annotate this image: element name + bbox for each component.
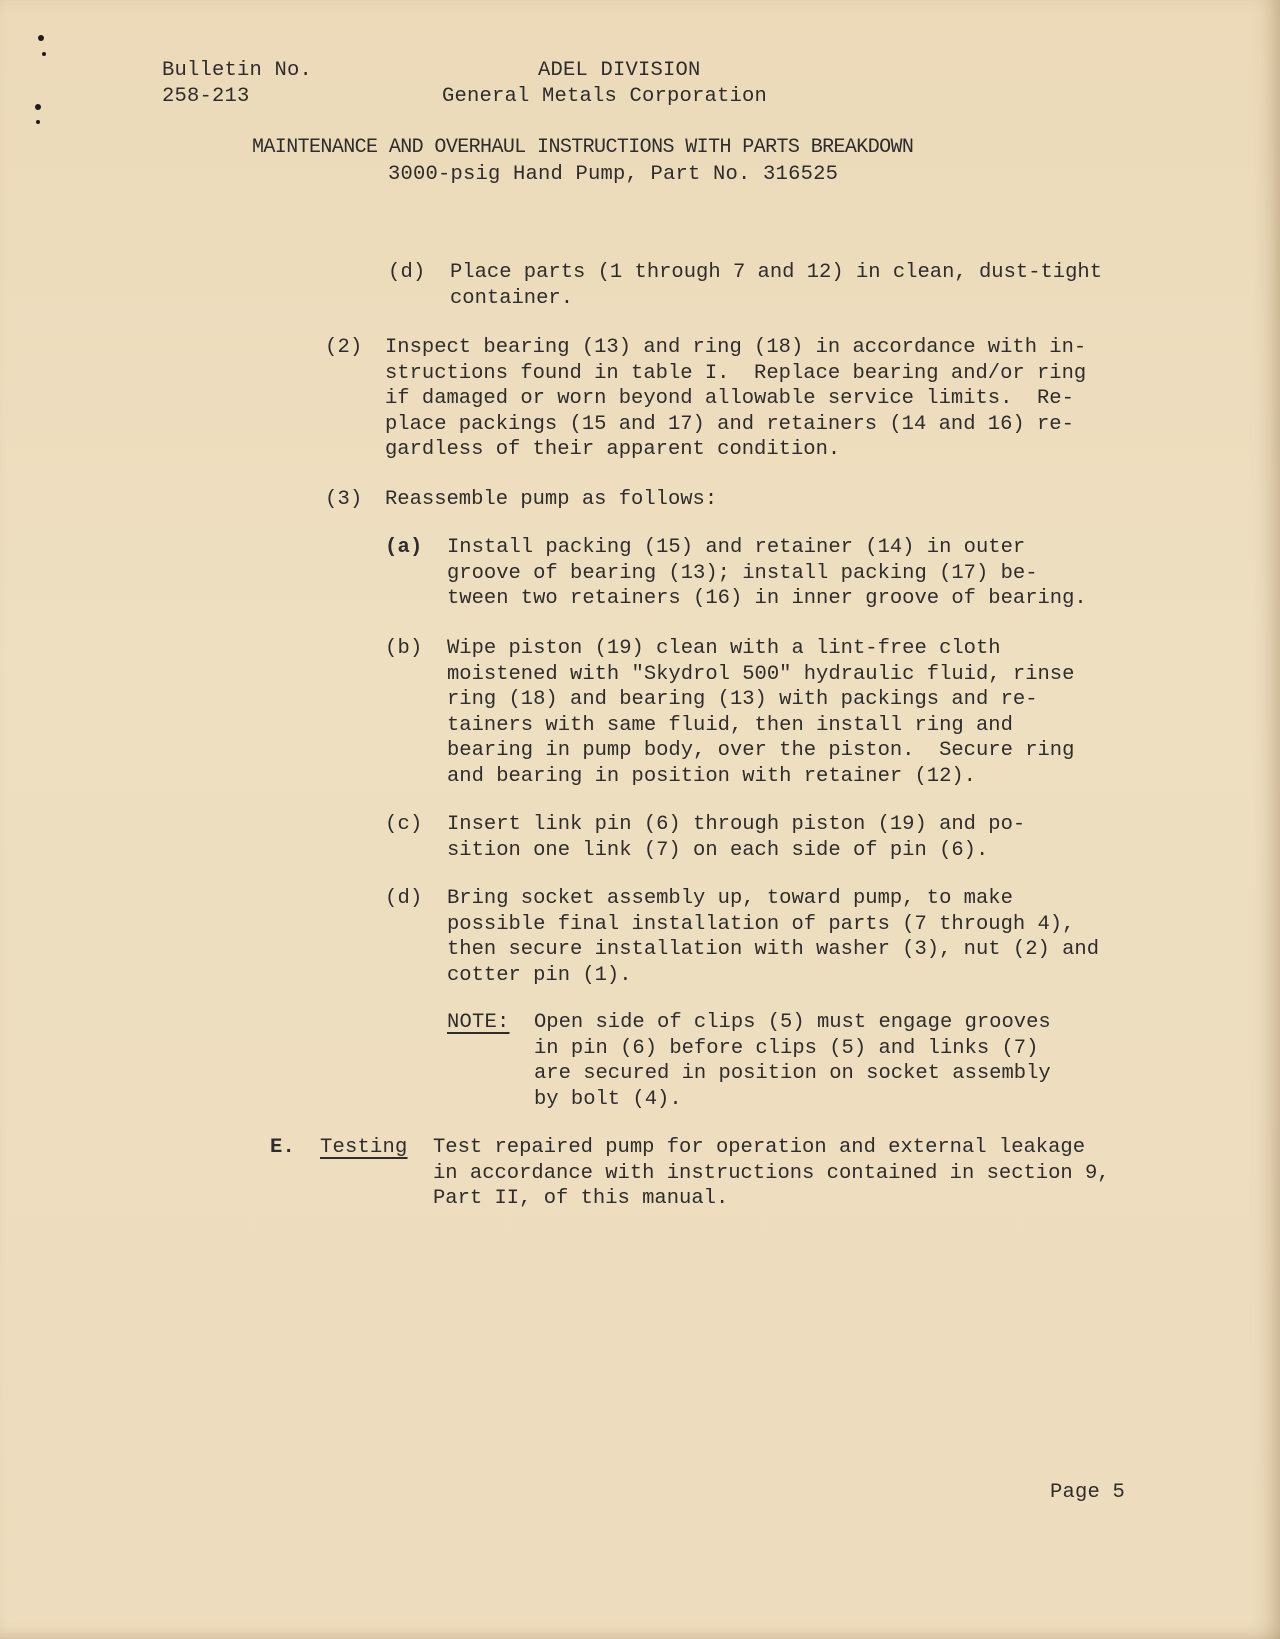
binder-hole-mark — [35, 104, 41, 110]
item-label: (a) — [385, 536, 423, 559]
section-e-text: Test repaired pump for operation and external leakage in accordance with instructions contained in section 9, Part II, of this manual. — [433, 1136, 1110, 1210]
item-label: (d) — [385, 887, 423, 910]
item-label: (3) — [325, 488, 363, 511]
item-a-text: Install packing (15) and retainer (14) in outer groove of bearing (13); install packing (17) be- tween two retainers (16) in inner groove of bearing. — [447, 536, 1087, 610]
item-d-top-text: Place parts (1 through 7 and 12) in clean, dust-tight container. — [450, 261, 1103, 310]
bulletin-label: Bulletin No. — [162, 59, 313, 82]
item-3-text: Reassemble pump as follows: — [385, 488, 718, 511]
item-c-text: Insert link pin (6) through piston (19) and po- sition one link (7) on each side of pin (6). — [447, 813, 1026, 862]
item-label: (c) — [385, 813, 423, 836]
note-text: Open side of clips (5) must engage grooves in pin (6) before clips (5) and links (7) are secured in position on socket assembly by bolt (4). — [534, 1011, 1051, 1111]
binder-hole-mark — [38, 35, 44, 41]
section-heading: Testing — [320, 1136, 408, 1159]
binder-hole-mark — [42, 52, 46, 56]
division-name: ADEL DIVISION — [538, 59, 701, 82]
document-subtitle: 3000-psig Hand Pump, Part No. 316525 — [388, 163, 839, 186]
item-2-text: Inspect bearing (13) and ring (18) in accordance with in- structions found in table I. Replace bearing and/or ring if damaged or worn beyond allowable service limits. Re- place packings (15 and 17) and retainers (14 and 16) re- gardless of their apparent condition. — [385, 336, 1087, 461]
bulletin-number: 258-213 — [162, 85, 250, 108]
item-label: (b) — [385, 637, 423, 660]
item-label: (2) — [325, 336, 363, 359]
document-title: MAINTENANCE AND OVERHAUL INSTRUCTIONS WITH PARTS BREAKDOWN — [252, 136, 914, 159]
company-name: General Metals Corporation — [442, 85, 768, 108]
section-letter: E. — [270, 1136, 296, 1159]
item-label: (d) — [388, 261, 426, 284]
page-number: Page 5 — [1050, 1481, 1126, 1504]
item-d-text: Bring socket assembly up, toward pump, to make possible final installation of parts (7 through 4), then secure installation with washer (3), nut (2) and cotter pin (1). — [447, 887, 1100, 987]
item-b-text: Wipe piston (19) clean with a lint-free cloth moistened with "Skydrol 500" hydraulic fluid, rinse ring (18) and bearing (13) with packings and re- tainers with same fluid, then install ring and bearing in pump body, over the piston. Secure ring and bearing in position with retainer (12). — [447, 637, 1075, 788]
note-label: NOTE: — [447, 1011, 510, 1034]
binder-hole-mark — [36, 120, 40, 124]
